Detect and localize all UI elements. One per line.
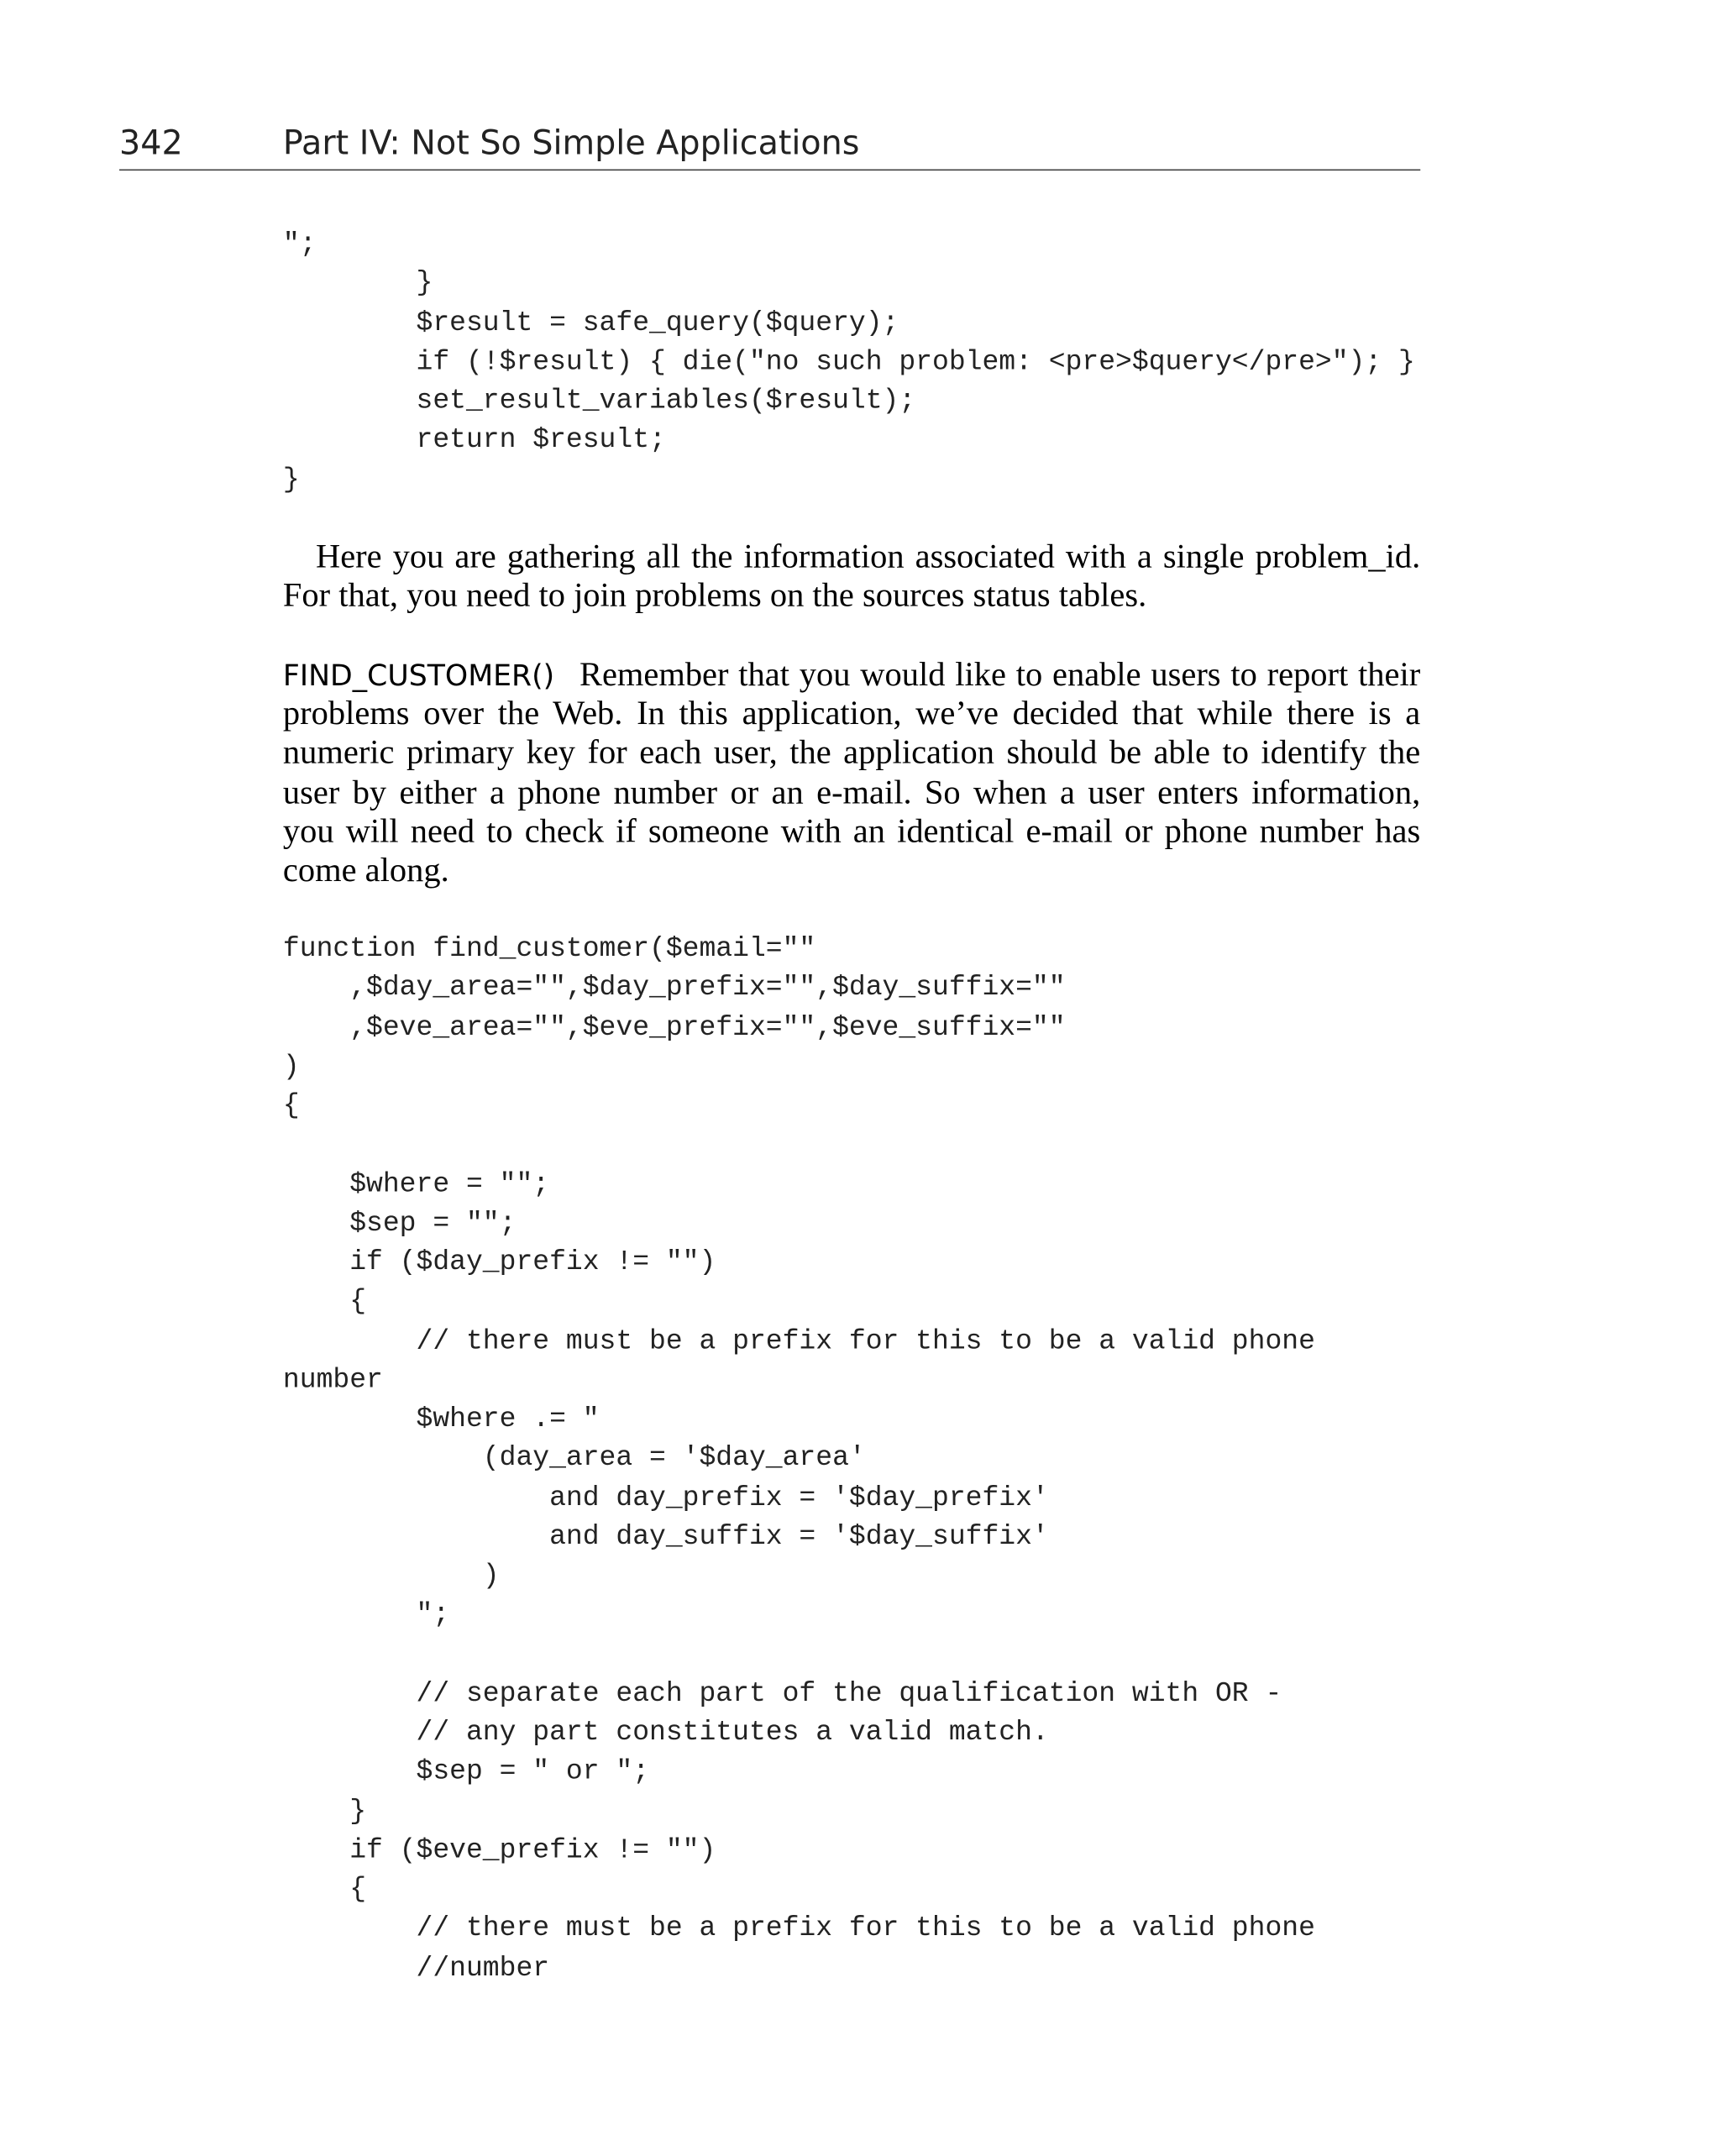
code-line: function find_customer($email="": [282, 933, 816, 966]
code-line: }: [282, 1795, 367, 1828]
code-line: if ($eve_prefix != ""): [282, 1834, 716, 1867]
header-rule: [119, 169, 1420, 170]
code-line: ";: [282, 1599, 450, 1632]
code-line: $where .= ": [282, 1403, 600, 1436]
code-line: // separate each part of the qualification with OR -: [282, 1678, 1282, 1711]
code-line: ,$day_area="",$day_prefix="",$day_suffix="": [282, 973, 1066, 1005]
paragraph-line: user by either a phone number or an e-mail. So when a user enters information,: [282, 773, 1421, 811]
run-in-heading: FIND_CUSTOMER(): [282, 658, 555, 693]
paragraph-line: come along.: [282, 851, 449, 889]
code-line: {: [282, 1874, 367, 1907]
code-line: // there must be a prefix for this to be a valid phone: [282, 1325, 1315, 1358]
code-line: ";: [282, 228, 317, 261]
paragraph-line: For that, you need to join problems on the sources status tables.: [282, 577, 1147, 615]
code-block-1: [283, 226, 1415, 501]
code-line: ): [282, 1561, 500, 1593]
code-line: number: [282, 1364, 383, 1397]
paragraph-1: [283, 538, 1420, 616]
code-line: {: [282, 1090, 300, 1123]
paragraph-line: you will need to check if someone with an identical e-mail or phone number has: [282, 812, 1421, 851]
paragraph-2: [283, 656, 1420, 890]
code-line: [283, 1636, 1315, 1676]
code-line: $result = safe_query($query);: [282, 307, 899, 339]
code-line: $where = "";: [282, 1168, 550, 1201]
paragraph-line: Here you are gathering all the information associated with a single problem_id.: [282, 538, 1421, 576]
paragraph-line: problems over the Web. In this application, we’ve decided that while there is a: [282, 695, 1421, 733]
code-line: // there must be a prefix for this to be a valid phone: [282, 1912, 1315, 1945]
code-line: if (!$result) { die("no such problem: <pre>$query</pre>"); }: [282, 346, 1415, 379]
code-line: {: [282, 1286, 367, 1319]
code-line: $sep = "";: [282, 1208, 517, 1241]
code-line: set_result_variables($result);: [282, 386, 916, 418]
code-line: [283, 1127, 1315, 1167]
code-line: ,$eve_area="",$eve_prefix="",$eve_suffix="": [282, 1011, 1066, 1044]
code-line: }: [282, 268, 433, 301]
paragraph-line: numeric primary key for each user, the application should be able to identify the: [282, 734, 1421, 772]
code-line: and day_suffix = '$day_suffix': [282, 1521, 1049, 1554]
code-line: (day_area = '$day_area': [282, 1443, 866, 1476]
page-number: 342: [119, 123, 183, 163]
code-line: return $result;: [282, 424, 666, 457]
code-line: }: [282, 464, 300, 496]
code-line: $sep = " or ";: [282, 1756, 650, 1789]
code-line: ): [282, 1051, 300, 1083]
code-line: //number: [282, 1952, 550, 1985]
code-line: // any part constitutes a valid match.: [282, 1717, 1049, 1749]
code-line: and day_prefix = '$day_prefix': [282, 1482, 1049, 1514]
paragraph-line: [283, 656, 1420, 695]
code-line: if ($day_prefix != ""): [282, 1246, 716, 1279]
running-header-title: Part IV: Not So Simple Applications: [282, 123, 860, 163]
paragraph-line-text: Remember that you would like to enable users to report their: [579, 656, 1421, 694]
code-block-2: [283, 931, 1315, 1989]
